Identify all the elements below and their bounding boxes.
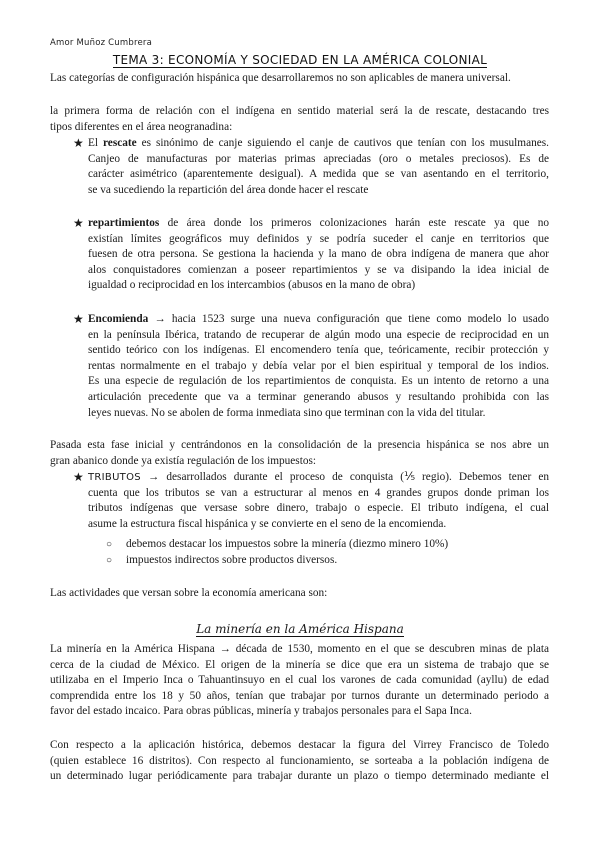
author-name: Amor Muñoz Cumbrera	[50, 38, 153, 48]
text-line	[88, 216, 549, 232]
text-line: se va sucediendo la repartición del área donde hacer el rescate	[88, 183, 369, 196]
text-line	[88, 312, 549, 328]
list-item-encomienda	[73, 312, 549, 421]
text-span: → hacia 1523 surge una nueva configuración que tiene como modelo lo usado	[148, 313, 549, 325]
list-item-rescate	[73, 136, 549, 198]
text-line: tipos diferentes en el área neogranadina:	[50, 120, 233, 133]
mineria-paragraph	[50, 642, 549, 720]
text-span: es sinónimo de canje siguiendo el canje de cautivos que tenían con los musulmanes.	[136, 137, 549, 149]
section-heading	[0, 622, 600, 636]
page-title	[0, 53, 600, 67]
text-line: leyes nuevas. No se abolen de forma inmediata sino que terminan con la vida del titular.	[88, 406, 486, 419]
text-line: carácter asimétrico (aparentemente desigual). A medida que se van asentando en el territorio,	[88, 168, 549, 181]
circle-bullet-icon: ○	[106, 555, 113, 566]
text-line	[88, 136, 549, 152]
text-line: gran abanico donde ya existía regulación de los impuestos:	[50, 454, 317, 467]
term-encomienda: Encomienda	[88, 313, 149, 325]
text-line: cuenta que los tributos se van a estructurar al menos en 4 grandes grupos donde priman los	[88, 486, 549, 499]
text-line: Pasada esta fase inicial y centrándonos en la consolidación de la presencia hispánica se nos abre un	[50, 439, 549, 451]
text-line: utilizaba en el Imperio Inca o Tahuantinsuyo en el cual los varones de cada comunidad (ayllu) de edad	[50, 674, 549, 687]
text-line: Es una especie de regulación de los repartimientos de conquista. Es un intento de retorno a una	[88, 375, 549, 388]
star-bullet-icon: ★	[73, 136, 84, 150]
text-line: favor del estado incaico. Para obras públicas, minería y trabajos personales para el Sapa Inca.	[50, 705, 472, 718]
section-heading-text: La minería en la América Hispana	[196, 622, 404, 636]
term-repartimientos: repartimientos	[88, 217, 160, 229]
intro-line: Las categorías de configuración hispánica que desarrollaremos no son aplicables de manera universal.	[50, 72, 511, 84]
text-line	[88, 470, 549, 486]
text-line: Con respecto a la aplicación histórica, debemos destacar la figura del Virrey Francisco de Toledo	[50, 739, 549, 751]
text-line: alos conquistadores comienzan a poseer repartimientos y se va disipando la idea inicial de	[88, 263, 549, 276]
toledo-paragraph	[50, 738, 549, 785]
text-line: fuesen de otra persona. Se gestiona la hacienda y la mano de obra indígena de manera que ahor	[88, 248, 549, 261]
text-line: existían límites geográficos muy definidos y se podría suceder el canje en territorios que	[88, 232, 549, 245]
text-line: sentido teórico con los indígenas. El encomendero tenía que, teóricamente, recibir protección y	[88, 344, 549, 357]
consolidacion-paragraph	[50, 438, 549, 469]
star-bullet-icon: ★	[73, 470, 84, 484]
list-item-repartimientos	[73, 216, 549, 294]
term-tributos: TRIBUTOS	[88, 472, 141, 483]
text-line: asume la estructura fiscal hispánica y se convierte en el seno de la encomienda.	[88, 517, 447, 530]
sub-list-item	[106, 553, 546, 569]
intro-paragraph	[50, 71, 549, 87]
text-line: Las actividades que versan sobre la economía americana son:	[50, 587, 328, 599]
text-line: Canjeo de manufacturas por materias primas apreciadas (oro o metales preciosos). Es de	[88, 152, 549, 165]
text-line: (quien establece 16 distritos). Con respecto al funcionamiento, se sorteaba a la población indígena de	[50, 754, 549, 767]
circle-bullet-icon: ○	[106, 539, 113, 550]
star-bullet-icon: ★	[73, 312, 84, 326]
text-line: cerca de la ciudad de México. El origen de la minería se dice que era un sistema de trabajo que se	[50, 658, 549, 671]
text-line: rentas normalmente en el trabajo y debía velar por el bien espiritual y temporal de los indios.	[88, 359, 549, 372]
text-line: comprendida entre los 18 y 50 años, tenían que trabajar por turnos durante un determinado periodo a	[50, 689, 549, 702]
text-span: de área donde los primeros colonizaciones harán este rescate ya que no	[159, 217, 549, 229]
rescate-intro-paragraph	[50, 104, 549, 135]
text-line: tributos indígenas que versase sobre dinero, trabajo o especie. El tributo indígena, el cual	[88, 502, 549, 515]
text-line: impuestos indirectos sobre productos diversos.	[126, 554, 338, 566]
page-title-text: TEMA 3: ECONOMÍA Y SOCIEDAD EN LA AMÉRICA COLONIAL	[112, 53, 488, 67]
actividades-paragraph	[50, 586, 549, 602]
list-item-tributos	[73, 470, 549, 532]
text-span: → desarrollados durante el proceso de conquista (⅕ regio). Debemos tener en	[140, 471, 549, 483]
text-line: debemos destacar los impuestos sobre la minería (diezmo minero 10%)	[126, 538, 449, 550]
text-line: un determinado lugar periódicamente para trabajar durante un plazo o tiempo determinado mediante el	[50, 770, 549, 783]
term-rescate: rescate	[103, 137, 137, 149]
star-bullet-icon: ★	[73, 216, 84, 230]
text-line: en la península Ibérica, tratando de recuperar de algún modo una especie de reciprocidad en un	[88, 328, 549, 341]
text-span: El	[88, 137, 103, 149]
text-line: La minería en la América Hispana → década de 1530, momento en el que se descubren minas de plata	[50, 643, 549, 655]
text-line: igualdad o reciprocidad en los intercambios (abusos en la mano de obra)	[88, 279, 416, 292]
text-line: la primera forma de relación con el indígena en sentido material será la de rescate, destacando tres	[50, 105, 549, 117]
text-line: articulación precedente que va a terminar generando abusos y resultando prohibida con las	[88, 390, 549, 403]
sub-list-item	[106, 537, 546, 553]
